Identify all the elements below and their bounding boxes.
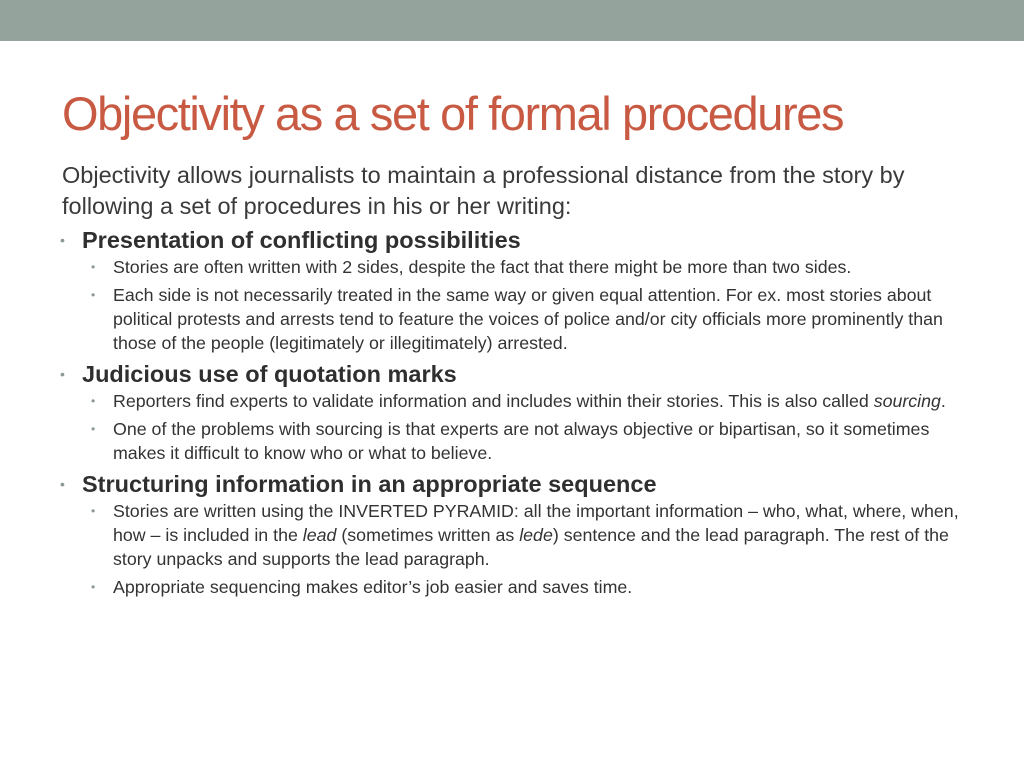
list-item-text bbox=[113, 501, 959, 569]
top-accent-bar bbox=[0, 0, 1024, 41]
text-run: ) sentence and the lead paragraph. The rest of the story unpacks and supports the lead paragraph. bbox=[113, 525, 949, 569]
list-item bbox=[62, 417, 982, 465]
list-item-text: Appropriate sequencing makes editor’s job easier and saves time. bbox=[113, 577, 633, 597]
bullet-icon: • bbox=[91, 260, 96, 274]
text-run: . bbox=[940, 391, 946, 411]
slide-title: Objectivity as a set of formal procedures bbox=[62, 87, 844, 140]
bullet-icon: • bbox=[91, 394, 96, 408]
section-heading-conflicting-possibilities bbox=[62, 225, 982, 255]
list-item-text: Stories are often written with 2 sides, despite the fact that there might be more than two sides. bbox=[113, 257, 852, 277]
bullet-icon: • bbox=[60, 366, 65, 382]
emphasis-lead: lead bbox=[302, 525, 337, 545]
bullet-icon: • bbox=[60, 476, 65, 492]
bullet-icon: • bbox=[91, 504, 96, 518]
slide-body bbox=[62, 160, 982, 603]
emphasis-lede: lede bbox=[519, 525, 553, 545]
bullet-icon: • bbox=[91, 580, 96, 594]
text-run: Stories are written using the INVERTED PYRAMID: all the important information – who, what, where, when, how – is included in the bbox=[113, 501, 959, 545]
section-heading-text: Presentation of conflicting possibilities bbox=[82, 227, 521, 253]
list-item bbox=[62, 389, 982, 413]
list-item bbox=[62, 575, 982, 599]
section-heading-sequence bbox=[62, 469, 982, 499]
bullet-icon: • bbox=[60, 232, 65, 248]
bullet-icon: • bbox=[91, 422, 96, 436]
list-item-text: One of the problems with sourcing is that experts are not always objective or bipartisan, so it sometimes makes it difficult to know who or what to believe. bbox=[113, 419, 930, 463]
list-item bbox=[62, 283, 982, 355]
text-run: Reporters find experts to validate information and includes within their stories. This is also called bbox=[113, 391, 874, 411]
list-item bbox=[62, 255, 982, 279]
list-item bbox=[62, 499, 982, 571]
intro-paragraph: Objectivity allows journalists to maintain a professional distance from the story by following a set of procedures in his or her writing: bbox=[62, 162, 905, 219]
emphasis-sourcing: sourcing bbox=[873, 391, 941, 411]
section-heading-quotation-marks bbox=[62, 359, 982, 389]
text-run: (sometimes written as bbox=[336, 525, 520, 545]
list-item-text: Each side is not necessarily treated in the same way or given equal attention. For ex. most stories about political protests and arrests tend to feature the voices of police and/or city officials more prominently than those of the people (legitimately or illegitimately) arrested. bbox=[113, 285, 943, 353]
bullet-icon: • bbox=[91, 288, 96, 302]
section-heading-text: Structuring information in an appropriate sequence bbox=[82, 471, 657, 497]
list-item-text bbox=[113, 391, 946, 411]
section-heading-text: Judicious use of quotation marks bbox=[82, 361, 457, 387]
